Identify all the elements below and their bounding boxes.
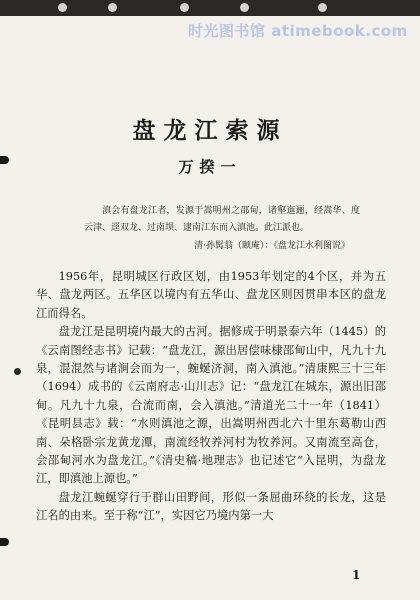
article-title: 盘龙江索源 <box>132 117 288 144</box>
watermark: 时光图书馆 atimebook.com <box>188 22 408 40</box>
paragraph: 1956年，昆明城区行政区划，由1953年划定的4个区，并为五华、盘龙两区。五华区以境内有五华山、盘龙区则因贯串本区的盘龙江而得名。 <box>36 270 386 320</box>
article-body <box>36 268 386 526</box>
epigraph-source: 清·孙髯翁（颐庵）：《盘龙江水利图说》 <box>194 241 350 251</box>
paragraph: 盘龙江蜿蜒穿行于群山田野间，形似一条屈曲环绕的长龙，这是江名的由来。至于称“江”，实因它乃境内第一大 <box>36 490 386 523</box>
margin-dot <box>14 368 21 375</box>
binding-hole <box>240 3 249 12</box>
binding-hole <box>318 3 327 12</box>
scan-top-edge <box>0 0 420 16</box>
binding-hole <box>180 3 189 12</box>
epigraph-text: 滇会有盘龙江者，发源于嵩明州之邵甸，诸壑迤逦，经嵩华、度云津、逕双龙、过南坝、逮南江东而入滇池。此江派也。 <box>84 206 360 233</box>
page-number: 1 <box>352 568 361 582</box>
binding-hole <box>108 3 117 12</box>
article-author: 万揆一 <box>178 158 242 176</box>
binding-hole <box>58 3 67 12</box>
paragraph: 盘龙江是昆明境内最大的古河。据修成于明景泰六年（1445）的《云南图经志书》记载：“盘龙江，源出居偿味棣邵甸山中，凡九十九泉，混混然与诸涧会而为一，蜿蜒济洞，南入滇池。”清康熙三十三年（1694）成书的《云南府志·山川志》记：“盘龙江在城东，源出旧邵甸。凡九十九泉，合流而南，会入滇池。”清道光二十一年（1841）《昆明县志》载：“水则滇池之源，出嵩明州西北六十里东葛勒山西南、朵格卧宗龙黄龙潭，南流经牧养河村为牧养河。又南流至高仓，会邵甸河水为盘龙江。”《清史稿·地理志》也记述它“入昆明，为盘龙江，即滇池上源也。” <box>36 325 386 486</box>
margin-mark <box>0 538 9 546</box>
